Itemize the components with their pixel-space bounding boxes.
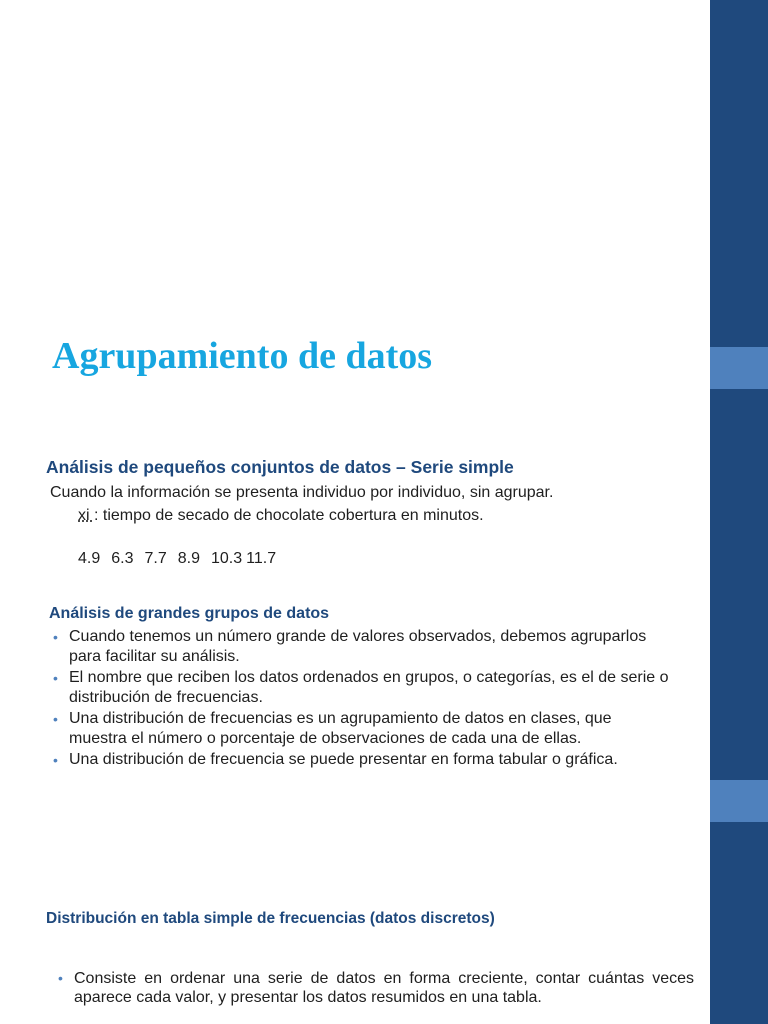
bullet-icon: • [53,670,58,686]
data-values-list [78,550,287,568]
bar-accent-lower [710,780,768,822]
list-item [58,969,694,1007]
variable-description: : tiempo de secado de chocolate cobertura en minutos. [94,507,484,524]
data-value: 7.7 [144,550,167,567]
data-value: 8.9 [177,550,200,567]
section-heading-large-groups: Análisis de grandes grupos de datos [49,605,330,622]
section-heading-frequency-table: Distribución en tabla simple de frecuencias (datos discretos) [46,910,495,927]
bar-accent-upper [710,347,768,389]
list-item-text: El nombre que reciben los datos ordenados en grupos, o categorías, es el de serie o distribución de frecuencias. [69,669,669,706]
list-item-text: Consiste en ordenar una serie de datos en forma creciente, contar cuántas veces aparece cada valor, y presentar los datos resumidos en una tabla. [74,970,694,1006]
list-item [50,627,670,667]
data-value: 11.7 [246,550,277,567]
list-item [50,709,670,749]
right-decorative-bar [710,0,768,1024]
large-groups-bullet-list [50,627,670,771]
bullet-icon: • [53,711,58,727]
bullet-icon: • [58,970,63,986]
list-item-text: Una distribución de frecuencia se puede presentar en forma tabular o gráfica. [69,751,618,768]
data-value: 6.3 [111,550,134,567]
list-item [50,750,670,770]
list-item-text: Cuando tenemos un número grande de valores observados, debemos agruparlos para facilitar su análisis. [69,628,647,665]
section-intro-text: Cuando la información se presenta individuo por individuo, sin agrupar. [50,484,554,501]
data-value: 4.9 [78,550,101,567]
list-item [50,668,670,708]
bullet-icon: • [53,752,58,768]
list-item-text: Una distribución de frecuencias es un agrupamiento de datos en clases, que muestra el número o porcentaje de observaciones de cada una de ellas. [69,710,612,747]
variable-symbol: xi [78,507,94,524]
section-heading-small-sets: Análisis de pequeños conjuntos de datos – Serie simple [46,457,514,477]
data-value: 10.3 [211,550,243,567]
frequency-table-bullet-list [55,969,694,1007]
variable-definition [78,507,484,525]
page-title: Agrupamiento de datos [52,335,433,377]
bullet-icon: • [53,629,58,645]
